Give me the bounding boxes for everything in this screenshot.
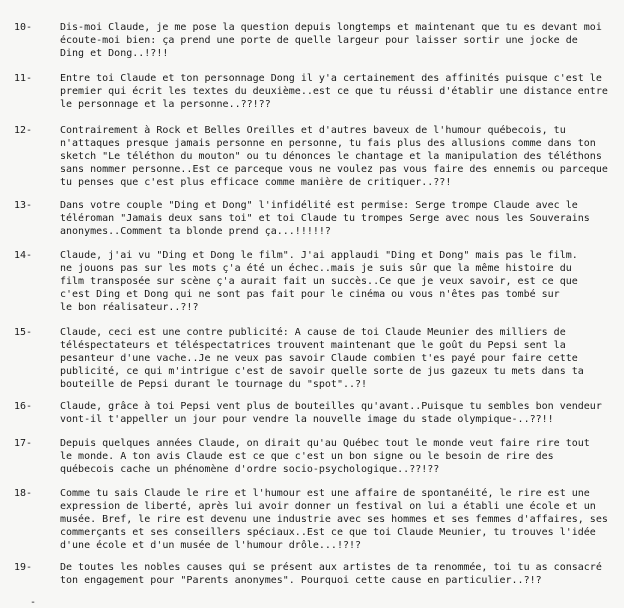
question-number: 11- <box>14 73 33 84</box>
text-line: Claude, grâce à toi Pepsi vent plus de bouteilles qu'avant..Puisque tu sembles bon vendeur <box>60 401 602 412</box>
text-line: Claude, ceci est une contre publicité: A cause de toi Claude Meunier des milliers de <box>60 327 566 338</box>
text-line: ton engagement pour "Parents anonymes". Pourquoi cette cause en particulier..?!? <box>60 575 542 586</box>
text-line: Dis-moi Claude, je me pose la question depuis longtemps et maintenant que tu es devant moi <box>60 22 602 33</box>
question-text <box>60 249 622 314</box>
text-line: film transposée sur scène ç'a aurait fait un succès..Ce que je veux savoir, est ce que <box>60 276 578 287</box>
text-line: publicité, ce qui m'intrigue c'est de savoir quelle sorte de jus gazeux tu mets dans ta <box>60 366 584 377</box>
text-line: tu penses que c'est plus efficace comme manière de critiquer..??! <box>60 177 452 188</box>
question-text <box>60 487 622 552</box>
question-text <box>60 72 622 111</box>
question-text <box>60 124 622 189</box>
question-number: 18- <box>14 488 33 499</box>
text-line: premier qui écrit les textes du deuxième..est ce que tu réussi d'établir une distance entre <box>60 86 608 97</box>
text-line: ne jouons pas sur les mots ç'a été un échec..mais je suis sûr que la même histoire du <box>60 263 572 274</box>
question-text <box>60 326 622 391</box>
text-line: sketch "Le téléthon du mouton" ou tu dénonces le chantage et la manipulation des téléthons <box>60 151 602 162</box>
question-number: 13- <box>14 200 33 211</box>
text-line: anonymes..Comment ta blonde prend ça...!!!!!? <box>60 226 331 237</box>
question-text <box>60 437 622 476</box>
text-line: Dans votre couple "Ding et Dong" l'infidélité est permise: Serge trompe Claude avec le <box>60 200 578 211</box>
text-line: De toutes les nobles causes qui se présent aux artistes de ta renommée, toi tu as consacré <box>60 562 602 573</box>
text-line: n'attaques presque jamais personne en personne, tu fais plus des allusions comme dans ton <box>60 138 596 149</box>
question-number: 17- <box>14 438 33 449</box>
text-line: c'est Ding et Dong qui ne sont pas fait pour le cinéma ou vous n'êtes pas tombé sur <box>60 289 560 300</box>
text-line: Depuis quelques années Claude, on dirait qu'au Québec tout le monde veut faire rire tout <box>60 438 590 449</box>
text-line: téléroman "Jamais deux sans toi" et toi Claude tu trompes Serge avec nous les Souverains <box>60 213 590 224</box>
text-line: d'une école et d'un musée de l'humour drôle...!?!? <box>60 540 362 551</box>
text-line: pesanteur d'une vache..Je ne veux pas savoir Claude combien t'es payé pour faire cette <box>60 353 578 364</box>
text-line: commerçants et ses conseillers spéciaux..Est ce que toi Claude Meunier, tu trouves l'idée <box>60 527 596 538</box>
question-number: 15- <box>14 327 33 338</box>
question-number: 10- <box>14 22 33 33</box>
question-number: 12- <box>14 125 33 136</box>
question-text <box>60 561 622 587</box>
text-line: téléspectateurs et téléspectatrices trouvent maintenant que le goût du Pepsi sent la <box>60 340 566 351</box>
text-line: Contrairement à Rock et Belles Oreilles et d'autres baveux de l'humour québecois, tu <box>60 125 566 136</box>
text-line: Entre toi Claude et ton personnage Dong il y'a certainement des affinités puisque c'est le <box>60 73 602 84</box>
question-text <box>60 21 622 60</box>
text-line: Ding et Dong..!?!! <box>60 48 169 59</box>
text-line: vont-il t'appeller un jour pour vendre la nouvelle image du stade olympique-..??!! <box>60 414 554 425</box>
trailing-dash: - <box>30 597 37 608</box>
question-number: 19- <box>14 562 33 573</box>
text-line: Claude, j'ai vu "Ding et Dong le film". J'ai applaudi "Ding et Dong" mais pas le film. <box>60 250 578 261</box>
text-line: sans nommer personne..Est ce parceque vous ne voulez pas vous faire des ennemis ou parceque <box>60 164 608 175</box>
text-line: Comme tu sais Claude le rire et l'humour est une affaire de spontanéité, le rire est une <box>60 488 590 499</box>
text-line: musée. Bref, le rire est devenu une industrie avec ses hommes et ses femmes d'affaires, ses <box>60 514 608 525</box>
text-line: le personnage et la personne..??!?? <box>60 99 271 110</box>
question-text <box>60 400 622 426</box>
text-line: québecois cache un phénomène d'ordre socio-psychologique..??!?? <box>60 464 440 475</box>
text-line: le bon réalisateur..?!? <box>60 302 199 313</box>
text-line: écoute-moi bien: ça prend une porte de quelle largeur pour laisser sortir une jocke de <box>60 35 578 46</box>
text-line: le monde. A ton avis Claude est ce que c'est un bon signe ou le besoin de rire des <box>60 451 554 462</box>
question-number: 14- <box>14 250 33 261</box>
text-line: expression de liberté, après lui avoir donner un festival on lui a établi une école et un <box>60 501 596 512</box>
question-text <box>60 199 622 238</box>
text-line: bouteille de Pepsi durant le tournage du "spot"..?! <box>60 379 368 390</box>
question-number: 16- <box>14 401 33 412</box>
